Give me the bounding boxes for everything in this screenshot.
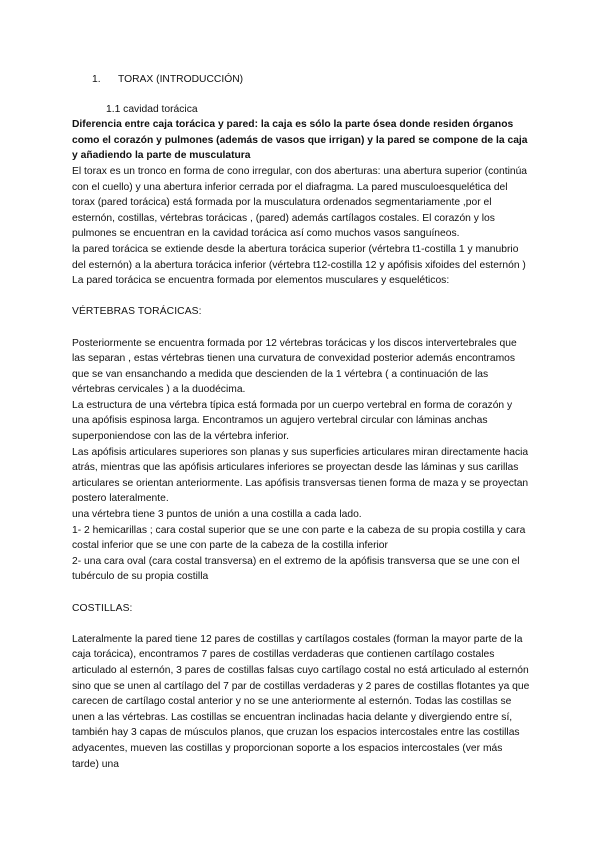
costillas-title: COSTILLAS: [72, 602, 133, 614]
heading-title: TORAX (INTRODUCCIÓN) [118, 74, 244, 85]
vertebras-paragraph: una vértebra tiene 3 puntos de unión a una costilla a cada lado. [72, 509, 362, 521]
document-body [72, 72, 532, 772]
spacer [72, 289, 532, 305]
section-heading [92, 72, 532, 88]
intro-paragraph: El torax es un tronco en forma de cono irregular, con dos aberturas: una abertura superior (continúa con el cuello) y una abertura inferior cerrada por el diafragma. La pared musculoesquelética del torax (pared torácica) está formada por la musculatura ordenados segmentariamente ,por el esternón, costillas, vértebras torácicas , (pared) además cartílagos costales. El corazón y los pulmones se encuentran en la cavidad torácica así como muchos vasos sanguíneos. [72, 165, 528, 240]
bold-intro: Diferencia entre caja torácica y pared: la caja es sólo la parte ósea donde residen órganos como el corazón y pulmones (además de vasos que irrigan) y la pared se compone de la caja y añadiendo la parte de musculatura [72, 119, 528, 162]
vertebras-paragraph: 2- una cara oval (cara costal transversa) en el extremo de la apófisis transversa que se une con el tubérculo de su propia costilla [72, 555, 520, 583]
vertebras-paragraph: La estructura de una vértebra típica está formada por un cuerpo vertebral en forma de corazón y una apófisis espinosa larga. Encontramos un agujero vertebral circular con láminas anchas superponiendose con las de la vértebra inferior. [72, 399, 513, 443]
costillas-paragraph: Lateralmente la pared tiene 12 pares de costillas y cartílagos costales (forman la mayor parte de la caja torácica), encontramos 7 pares de costillas verdaderas que contienen cartílago costales articulado al esternón, 3 pares de costillas falsas cuyo cartílago costal no está articulado al esternón sino que se unen al cartílago del 7 par de costillas verdaderas y 2 pares de costillas flotantes ya que carecen de cartílago costal anterior y no se une anteriormente al esternón. Todas las costillas se unen a las vértebras. Las costillas se encuentran inclinadas hacia delante y divergiendo entre sí, también hay 3 capas de músculos planos, que cruzan los espacios intercostales entre las costillas adyacentes, mueven las costillas y proporcionan soporte a los espacios intercostales (ver más tarde) una [72, 633, 530, 770]
spacer [72, 616, 532, 632]
spacer [72, 585, 532, 601]
subheading: 1.1 cavidad torácica [106, 103, 198, 115]
vertebras-paragraph: Las apófisis articulares superiores son planas y sus superficies articulares miran directamente hacia atrás, mientras que las apófisis articulares inferiores se proyectan desde las láminas y sus carillas articulares se orientan anteriormente. Las apófisis transversas tienen forma de maza y se proyectan postero lateralmente. [72, 446, 529, 505]
vertebras-paragraph: 1- 2 hemicarillas ; cara costal superior que se une con parte e la cabeza de su propia costilla y cara costal inferior que se une con parte de la cabeza de la costilla inferior [72, 524, 526, 552]
vertebras-title: VÉRTEBRAS TORÁCICAS: [72, 306, 202, 318]
spacer [72, 320, 532, 336]
intro-paragraph: la pared torácica se extiende desde la abertura torácica superior (vértebra t1-costilla 1 y manubrio del esternón) a la abertura torácica inferior (vértebra t12-costilla 12 y apófisis xifoides del esternón ) La pared torácica se encuentra formada por elementos musculares y esqueléticos: [72, 243, 526, 287]
vertebras-paragraph: Posteriormente se encuentra formada por 12 vértebras torácicas y los discos intervertebrales que las separan , estas vértebras tienen una curvatura de convexidad posterior además encontramos que se van ensanchando a medida que descienden de la 1 vértebra ( a continuación de las vértebras cervicales ) a la duodécima. [72, 337, 517, 396]
heading-number: 1. [92, 74, 101, 85]
